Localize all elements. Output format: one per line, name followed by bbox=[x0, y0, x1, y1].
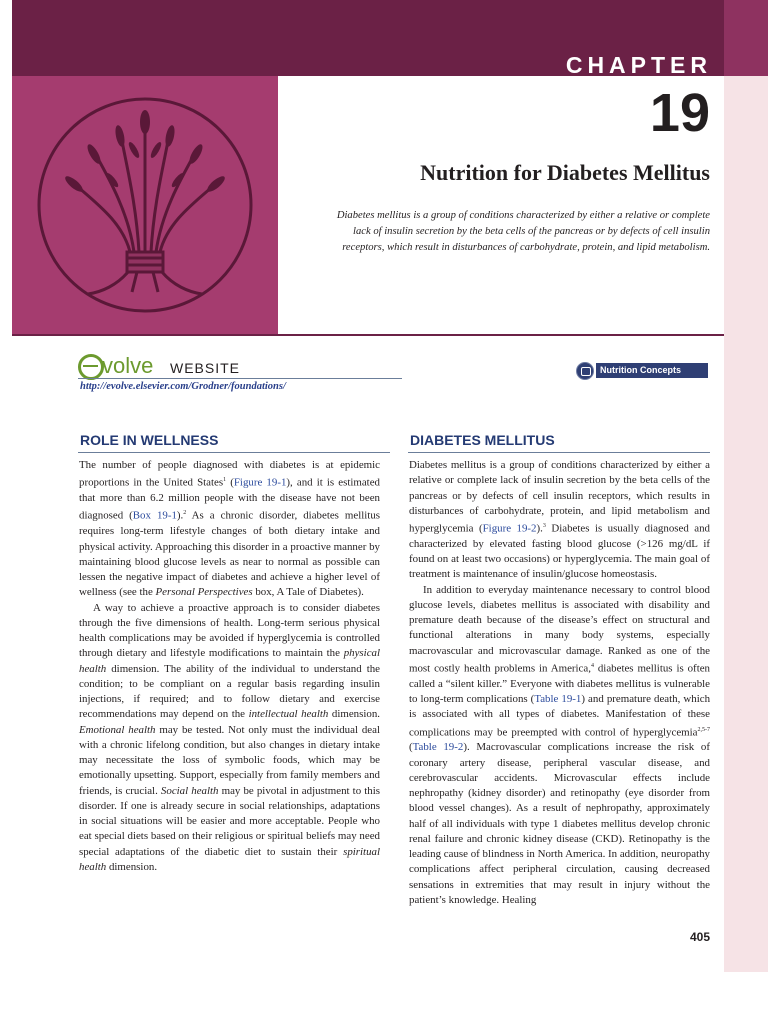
text-run: dimension. bbox=[328, 708, 380, 721]
figure-link[interactable]: Figure 19-2 bbox=[482, 522, 537, 535]
left-paragraph-2 bbox=[79, 601, 380, 876]
text-run: may be pivotal in adjustment to this disorder. If one is already secure in social relationships, adaptations in social situations will be easier and more acceptable. People who eat special diets based on their religious or spiritual beliefs may need special adaptations of the diabetic diet to sustain their bbox=[79, 784, 381, 858]
text-run: ), and it is estimated that more than 6.2 million people with the disease have not been diagnosed ( bbox=[79, 476, 380, 522]
text-run: In addition to everyday maintenance necessary to control blood glucose levels, diabetes mellitus is associated with disability and premature death because of the disease’s effect on structural and functional alterations in many body systems, especially macrovascular and microvascular damage. Ranked as one of the most costly health problems in America, bbox=[409, 583, 710, 675]
text-run: diabetes mellitus is often called a “silent killer.” Everyone with diabetes mellitus is vulnerable to long-term complications ( bbox=[409, 662, 710, 705]
evolve-brand: volve bbox=[102, 353, 154, 378]
citation: 3 bbox=[542, 523, 546, 529]
text-run: ). bbox=[536, 522, 543, 535]
text-run: may be tested. Not only must the individual deal with a chronic lifelong condition, but also changes in dietary intake may necessitate the loss of symbolic foods, which may be emotionally upsetting. Support, especially from family members and friends, is crucial. bbox=[79, 723, 380, 797]
text-run: box, A Tale of Diabetes). bbox=[252, 586, 364, 599]
right-paragraph-2 bbox=[409, 583, 710, 909]
italic-run: Personal Perspectives bbox=[155, 586, 253, 599]
italic-run: Social health bbox=[160, 784, 219, 797]
text-run: dimension. bbox=[106, 860, 158, 873]
nco-label: Nutrition Concepts Online bbox=[596, 363, 708, 378]
chapter-title: Nutrition for Diabetes Mellitus bbox=[420, 160, 710, 185]
text-run: ). Macrovascular complications increase the risk of coronary artery disease, peripheral vascular disease, and cerebrovascular accidents. Microvascular effects include nephropathy (kidney disorder) and retinopathy (eye disorder from blood vessel changes). As a result of nephropathy, approximately half of all individuals with type 1 diabetes mellitus develop chronic renal failure and chronic kidney disease (CKD). Retinopathy is the leading cause of blindness in North America. In addition, neuropathy complications affect peripheral circulation, causing decreased sensations in extremities that may result in injury without the patient’s knowledge. Healing bbox=[409, 741, 710, 906]
text-run: Diabetes is usually diagnosed and characterized by elevated fasting blood glucose (>126 mg/dL if found on at least two occasions) or hyperglycemia. The main goal of treatment is maintenance of insulin/glucose homeostasis. bbox=[409, 522, 710, 581]
italic-run: physical health bbox=[79, 647, 380, 675]
text-run: A way to achieve a proactive approach is to consider diabetes through the five dimensions of health. Long-term serious physical health complications may be avoided if hyperglycemia is controlled through dietary and lifestyle modifications to maintain the bbox=[79, 601, 380, 660]
text-run: ) and premature death, which is associated with all types of diabetes. Manifestation of these complications may be preempted with control of hyperglycemia bbox=[409, 693, 711, 739]
table-link[interactable]: Table 19-2 bbox=[412, 741, 464, 754]
right-paragraph-1 bbox=[409, 458, 710, 583]
page-edge-strip-top bbox=[724, 0, 768, 76]
section-heading-role-in-wellness: ROLE IN WELLNESS bbox=[80, 432, 219, 448]
page-edge-strip bbox=[724, 0, 768, 972]
text-run: The number of people diagnosed with diabetes is at epidemic proportions in the United States bbox=[79, 459, 380, 489]
monitor-icon bbox=[576, 362, 594, 380]
header-divider bbox=[12, 334, 724, 336]
chapter-number: 19 bbox=[649, 83, 710, 143]
figure-link[interactable]: Figure 19-1 bbox=[233, 476, 287, 489]
left-paragraph-1 bbox=[79, 458, 380, 601]
citation: 1 bbox=[223, 477, 227, 484]
table-link[interactable]: Table 19-1 bbox=[534, 693, 582, 705]
evolve-url-link[interactable]: http://evolve.elsevier.com/Grodner/foundations/ bbox=[80, 381, 286, 392]
text-run: As a chronic disorder, diabetes mellitus requires long-term lifestyle changes of both dietary intake and physical activity. Approaching this disorder in a proactive manner by maintaining blood glucose levels as near to normal as possible can lessen the negative impact of diabetes and achieve a higher level of wellness (see the bbox=[79, 510, 381, 599]
text-run: Diabetes mellitus is a group of conditions characterized by either a relative or complete lack of insulin secretion by the beta cells of the pancreas or by defects of cell insulin receptors, which results in disturbances of carbohydrate, protein, and lipid metabolism and hyperglycemia ( bbox=[409, 459, 710, 535]
text-run: ). bbox=[176, 510, 184, 522]
italic-run: Emotional health bbox=[79, 723, 156, 736]
section-rule-right bbox=[408, 452, 710, 453]
citation: 2,5-7 bbox=[697, 726, 710, 733]
citation: 2 bbox=[183, 510, 187, 517]
page-number: 405 bbox=[689, 930, 710, 944]
text-run: ( bbox=[226, 476, 234, 489]
italic-run: spiritual health bbox=[79, 845, 380, 873]
evolve-website-label: WEBSITE bbox=[170, 360, 241, 376]
evolve-divider bbox=[78, 378, 402, 379]
box-link[interactable]: Box 19-1 bbox=[132, 510, 177, 522]
chapter-label: CHAPTER bbox=[565, 52, 712, 78]
italic-run: intellectual health bbox=[248, 708, 329, 721]
wheat-sheaf-emblem-icon bbox=[22, 80, 268, 330]
left-column-body bbox=[79, 458, 380, 875]
section-rule-left bbox=[78, 452, 390, 453]
citation: 4 bbox=[590, 662, 594, 669]
evolve-e-icon bbox=[78, 354, 104, 380]
chapter-intro: Diabetes mellitus is a group of conditions characterized by either a relative or complete lack of insulin secretion by the beta cells of the pancreas or by defects of cell insulin receptors, which result in disturbances of carbohydrate, protein, and lipid metabolism. bbox=[336, 210, 710, 253]
right-column-body bbox=[409, 458, 710, 908]
text-run: dimension. The ability of the individual to understand the condition; to be compliant on a regular basis regarding insulin injections, if required; and to follow dietary and exercise recommendations may depend on the bbox=[79, 662, 380, 721]
text-run: ( bbox=[409, 741, 413, 754]
section-heading-diabetes-mellitus: DIABETES MELLITUS bbox=[410, 432, 555, 448]
chapter-image-panel bbox=[12, 76, 278, 334]
